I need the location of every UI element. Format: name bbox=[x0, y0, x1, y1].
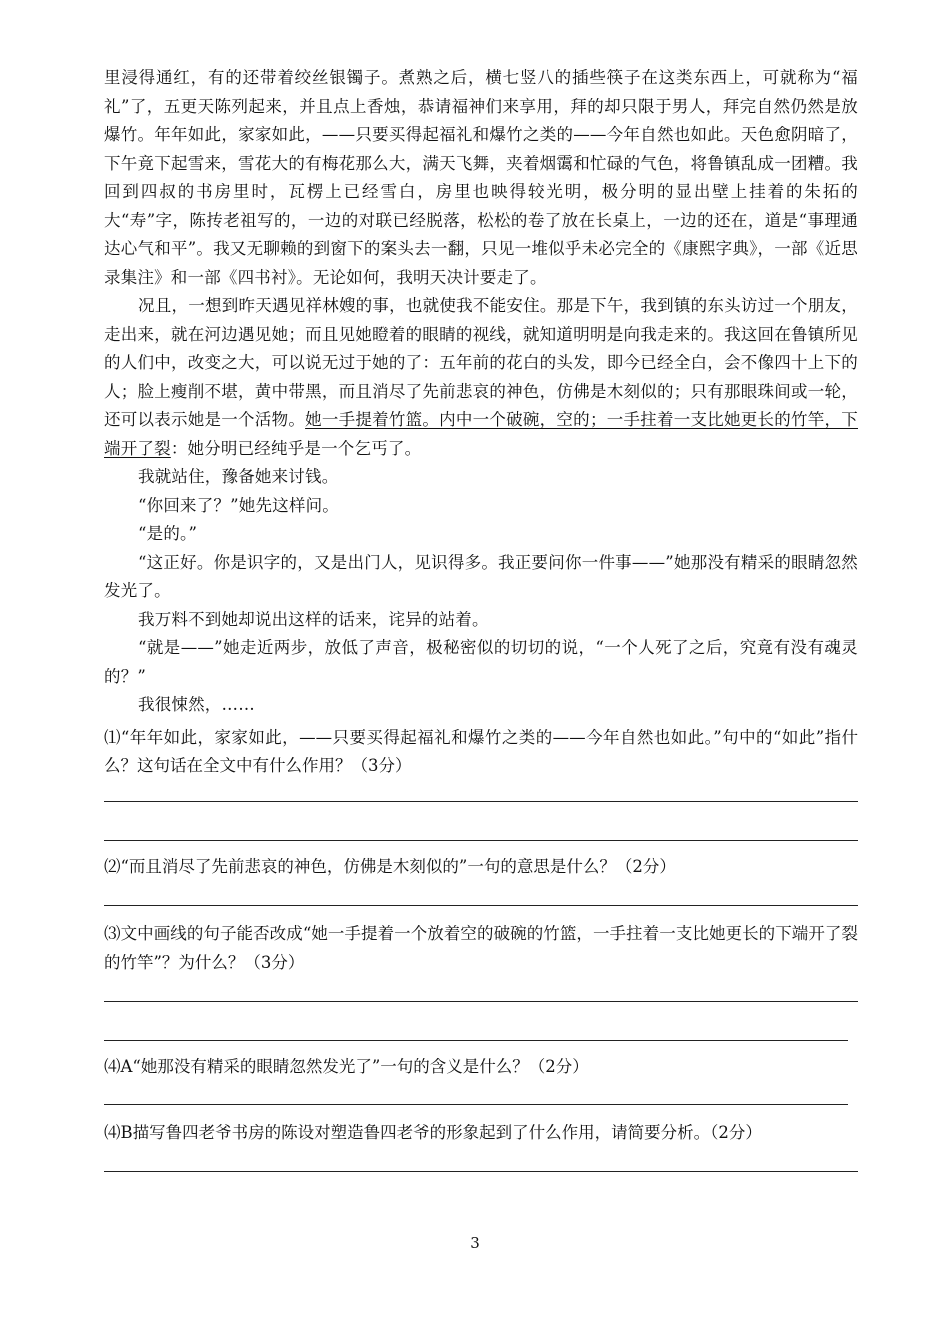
passage-paragraph-8: “就是——”她走近两步，放低了声音，极秘密似的切切的说，“一个人死了之后，究竟有没有魂灵的？” bbox=[104, 638, 858, 686]
question-4b: ⑷B描写鲁四老爷书房的陈设对塑造鲁四老爷的形象起到了什么作用，请简要分析。（2分） bbox=[104, 1122, 762, 1142]
page-number: 3 bbox=[470, 1234, 480, 1252]
passage-paragraph-4: “你回来了？”她先这样问。 bbox=[138, 495, 339, 515]
answer-line-1b[interactable] bbox=[104, 802, 858, 841]
underlined-sentence: 她一手提着竹篮。内中一个破碗，空的；一手拄着一支比她更长的竹竿，下端开了裂 bbox=[104, 410, 858, 458]
passage-paragraph-6: “这正好。你是识字的，又是出门人，见识得多。我正要问你一件事——”她那没有精采的眼睛忽然发光了。 bbox=[104, 552, 858, 600]
question-4a: ⑷A“她那没有精采的眼睛忽然发光了”一句的含义是什么？（2分） bbox=[104, 1057, 589, 1076]
passage-paragraph-5: “是的。” bbox=[138, 524, 198, 543]
question-3: ⑶文中画线的句子能否改成“她一手提着一个放着空的破碗的竹篮，一手拄着一支比她更长的下端开了裂的竹竿”？为什么？（3分） bbox=[104, 924, 858, 972]
answer-line-3b[interactable] bbox=[104, 1002, 848, 1041]
page-content bbox=[104, 64, 858, 1172]
answer-line-1a[interactable] bbox=[104, 781, 858, 802]
answer-line-3a[interactable] bbox=[104, 977, 858, 1002]
question-2: ⑵“而且消尽了先前悲哀的神色，仿佛是木刻似的”一句的意思是什么？（2分） bbox=[104, 856, 676, 876]
passage-paragraph-1: 里浸得通红，有的还带着绞丝银镯子。煮熟之后，横七竖八的插些筷子在这类东西上，可就称为“福礼”了，五更天陈列起来，并且点上香烛，恭请福神们来享用，拜的却只限于男人，拜完自然仍然是放爆竹。年年如此，家家如此，——只要买得起福礼和爆竹之类的——今年自然也如此。天色愈阴暗了，下午竟下起雪来，雪花大的有梅花那么大，满天飞舞，夹着烟霭和忙碌的气色，将鲁镇乱成一团糟。我回到四叔的书房里时，瓦楞上已经雪白，房里也映得较光明，极分明的显出壁上挂着的朱拓的大“寿”字，陈抟老祖写的，一边的对联已经脱落，松松的卷了放在长桌上，一边的还在，道是“事理通达心气和平”。我又无聊赖的到窗下的案头去一翻，只见一堆似乎未必完全的《康熙字典》，一部《近思录集注》和一部《四书衬》。无论如何，我明天决计要走了。 bbox=[104, 68, 858, 287]
answer-line-2[interactable] bbox=[104, 881, 858, 906]
answer-line-4a[interactable] bbox=[104, 1082, 848, 1105]
passage-paragraph-2-text: 况且，一想到昨天遇见祥林嫂的事，也就使我不能安住。那是下午，我到镇的东头访过一个朋友，走出来，就在河边遇见她；而且见她瞪着的眼睛的视线，就知道明明是向我走来的。我这回在鲁镇所见的人们中，改变之大，可以说无过于她的了：五年前的花白的头发，即今已经全白，会不像四十上下的人；脸上瘦削不堪，黄中带黑，而且消尽了先前悲哀的神色，仿佛是木刻似的；只有那眼珠间或一轮，还可以表示她是一个活物。 bbox=[104, 296, 858, 429]
passage-paragraph-2-end: ：她分明已经纯乎是一个乞丐了。 bbox=[170, 438, 422, 458]
question-1: ⑴“年年如此，家家如此，——只要买得起福礼和爆竹之类的——今年自然也如此。”句中的“如此”指什么？这句话在全文中有什么作用？（3分） bbox=[104, 727, 858, 775]
passage-paragraph-2 bbox=[104, 292, 858, 463]
passage-paragraph-3: 我就站住，豫备她来讨钱。 bbox=[138, 467, 339, 486]
answer-line-4b[interactable] bbox=[104, 1147, 858, 1172]
passage-paragraph-7: 我万料不到她却说出这样的话来，诧异的站着。 bbox=[138, 609, 489, 629]
passage-paragraph-9: 我很悚然，…… bbox=[138, 695, 255, 714]
